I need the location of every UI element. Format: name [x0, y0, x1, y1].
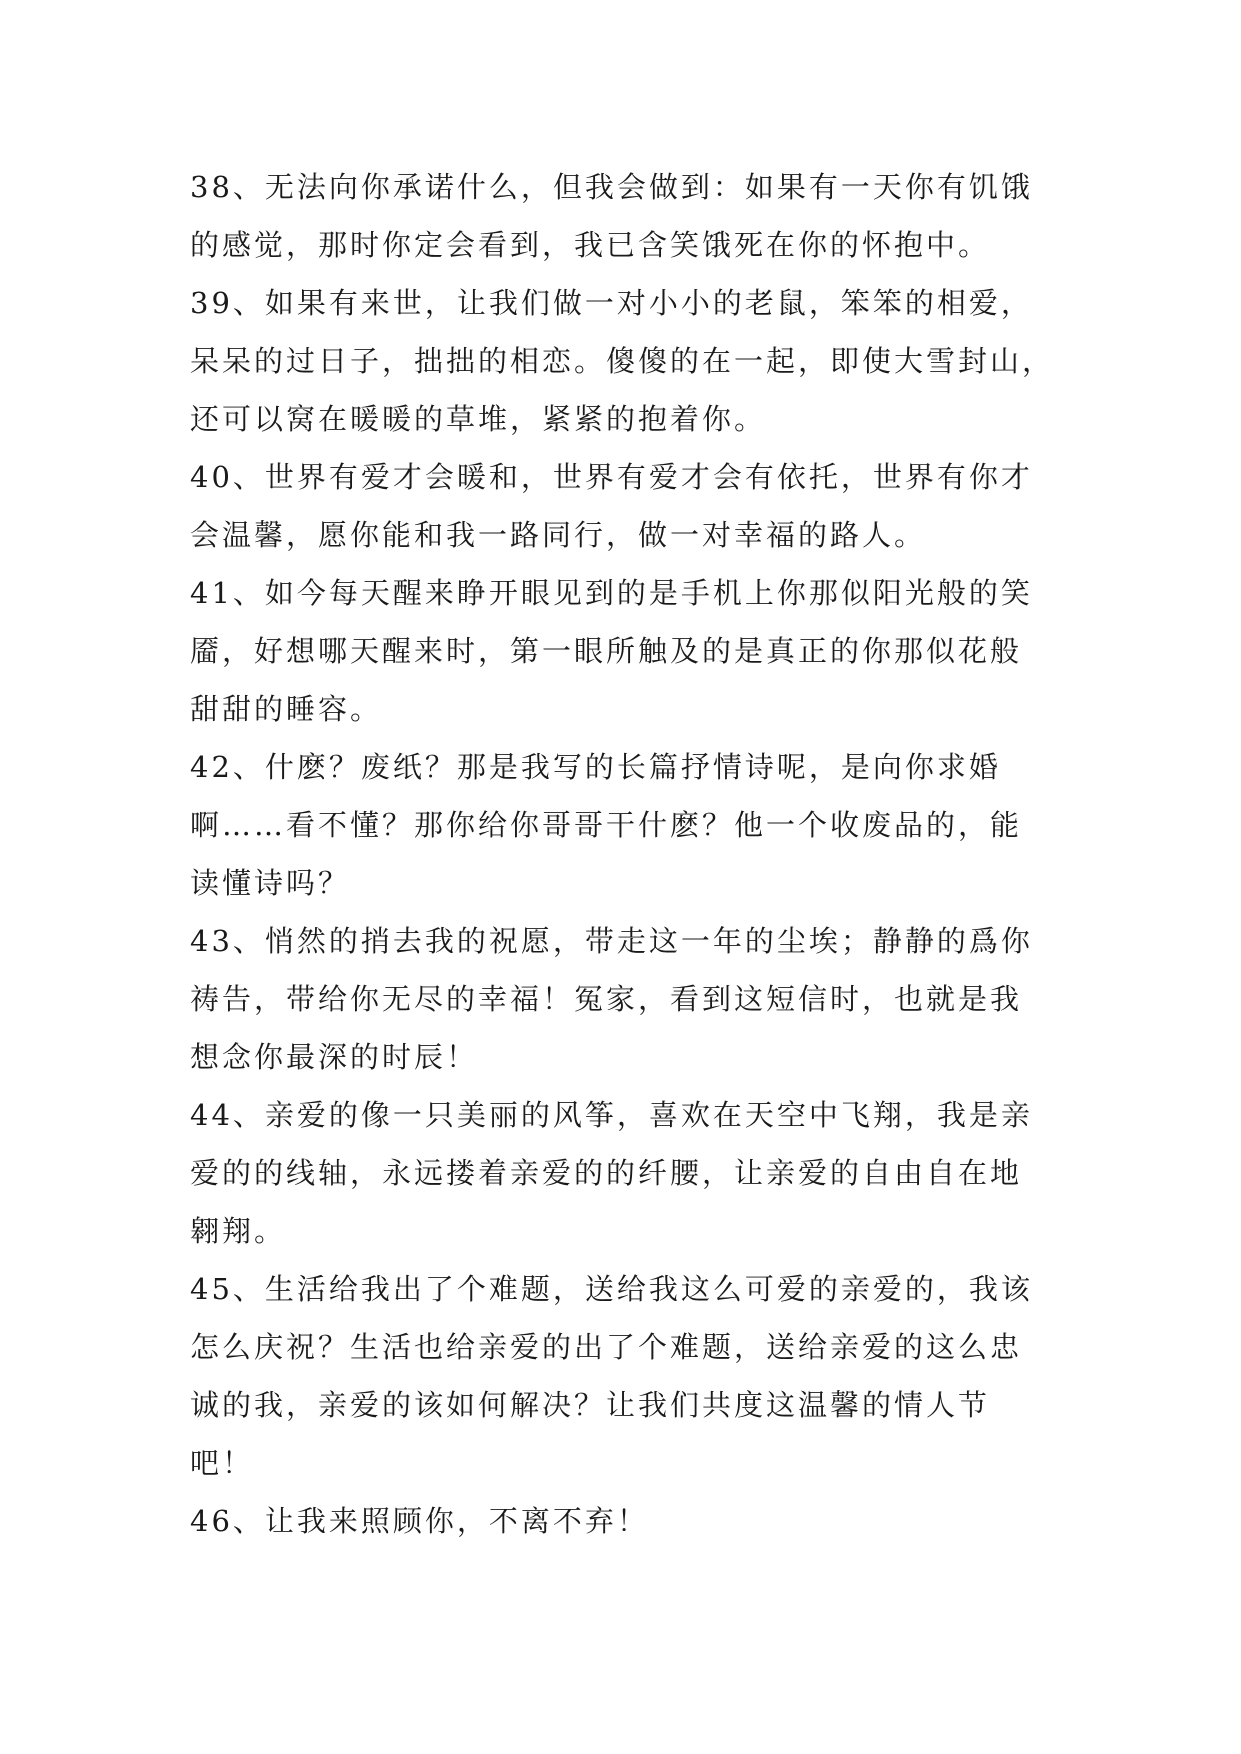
- text-line: 读懂诗吗？: [190, 866, 351, 900]
- text-line: 39、如果有来世，让我们做一对小小的老鼠，笨笨的相爱，: [190, 286, 1033, 320]
- paragraph-39: [190, 274, 1070, 448]
- text-line: 38、无法向你承诺什么，但我会做到：如果有一天你有饥饿: [190, 170, 1033, 204]
- paragraph-40: [190, 448, 1070, 564]
- text-line: 44、亲爱的像一只美丽的风筝，喜欢在天空中飞翔，我是亲: [190, 1098, 1033, 1132]
- text-line: 爱的的线轴，永远搂着亲爱的的纤腰，让亲爱的自由自在地: [190, 1156, 1023, 1190]
- text-line: 40、世界有爱才会暖和，世界有爱才会有依托，世界有你才: [190, 460, 1033, 494]
- text-line: 啊……看不懂？那你给你哥哥干什麽？他一个收废品的，能: [190, 808, 1023, 842]
- document-body: [190, 158, 1070, 1550]
- paragraph-46: [190, 1492, 1070, 1550]
- paragraph-42: [190, 738, 1070, 912]
- paragraph-45: [190, 1260, 1070, 1492]
- paragraph-43: [190, 912, 1070, 1086]
- text-line: 还可以窝在暖暖的草堆，紧紧的抱着你。: [190, 402, 767, 436]
- text-line: 41、如今每天醒来睁开眼见到的是手机上你那似阳光般的笑: [190, 576, 1033, 610]
- text-line: 甜甜的睡容。: [190, 692, 383, 726]
- text-line: 43、悄然的捎去我的祝愿，带走这一年的尘埃；静静的爲你: [190, 924, 1033, 958]
- paragraph-41: [190, 564, 1070, 738]
- text-line: 的感觉，那时你定会看到，我已含笑饿死在你的怀抱中。: [190, 228, 991, 262]
- text-line: 45、生活给我出了个难题，送给我这么可爱的亲爱的，我该: [190, 1272, 1033, 1306]
- text-line: 42、什麽？废纸？那是我写的长篇抒情诗呢，是向你求婚: [190, 750, 1001, 784]
- text-line: 祷告，带给你无尽的幸福！冤家，看到这短信时，也就是我: [190, 982, 1023, 1016]
- text-line: 呆呆的过日子，拙拙的相恋。傻傻的在一起，即使大雪封山，: [190, 344, 1055, 378]
- text-line: 诚的我，亲爱的该如何解决？让我们共度这温馨的情人节: [190, 1388, 991, 1422]
- paragraph-38: [190, 158, 1070, 274]
- text-line: 46、让我来照顾你，不离不弃！: [190, 1504, 649, 1538]
- text-line: 靥，好想哪天醒来时，第一眼所触及的是真正的你那似花般: [190, 634, 1023, 668]
- paragraph-44: [190, 1086, 1070, 1260]
- text-line: 会温馨，愿你能和我一路同行，做一对幸福的路人。: [190, 518, 927, 552]
- text-line: 翱翔。: [190, 1214, 287, 1248]
- text-line: 怎么庆祝？生活也给亲爱的出了个难题，送给亲爱的这么忠: [190, 1330, 1023, 1364]
- text-line: 想念你最深的时辰！: [190, 1040, 479, 1074]
- text-line: 吧！: [190, 1446, 255, 1480]
